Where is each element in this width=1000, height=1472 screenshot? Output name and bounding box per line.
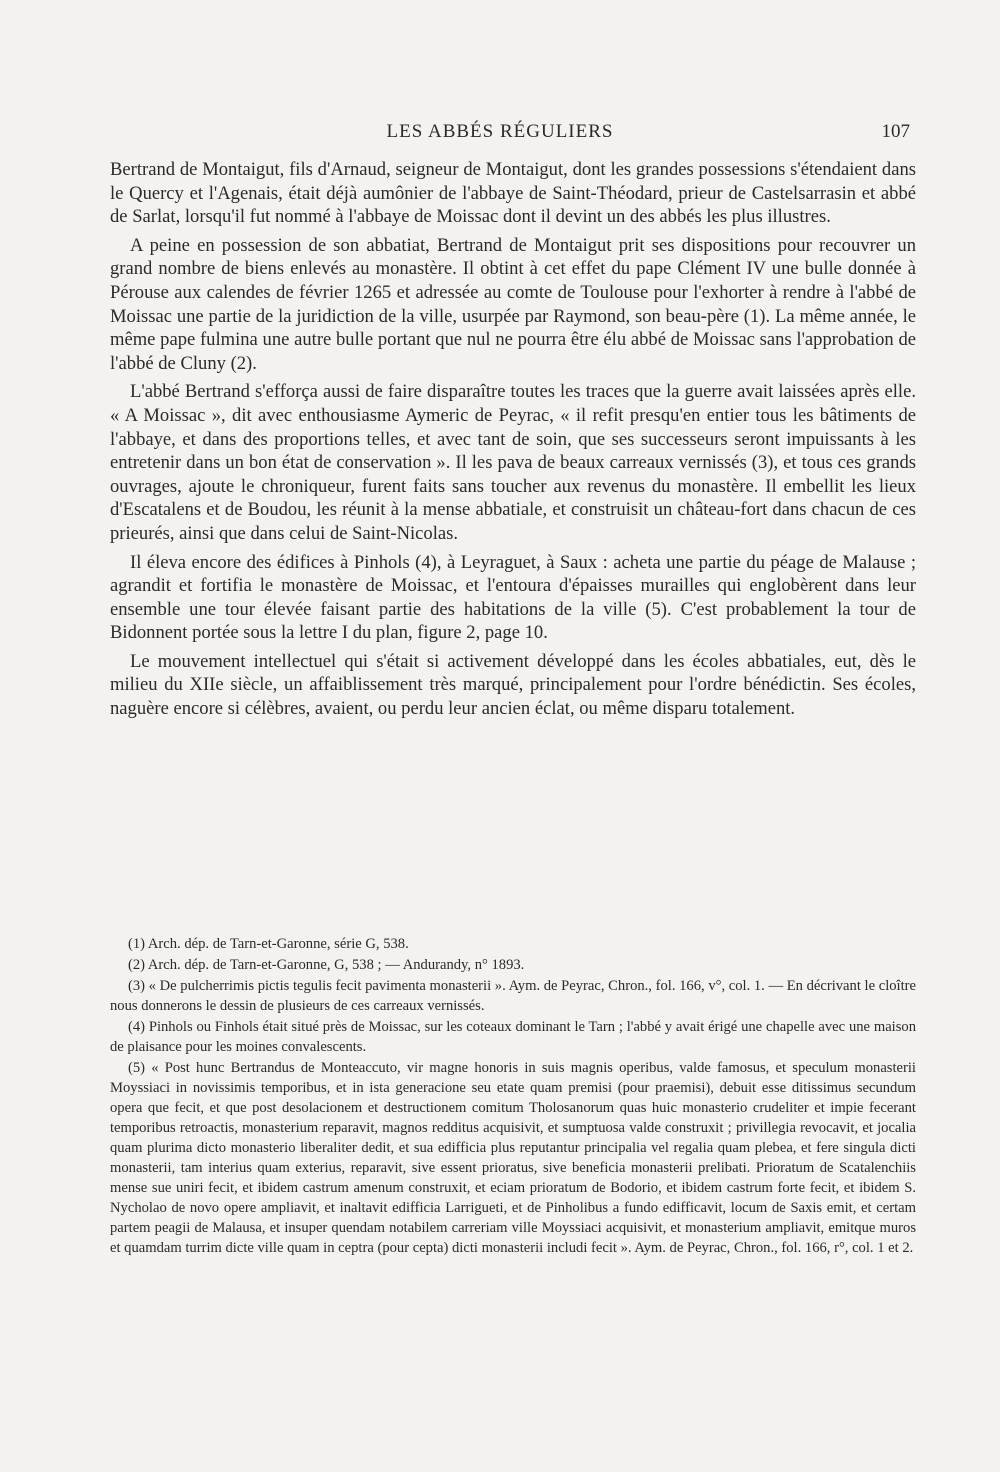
footnote: (2) Arch. dép. de Tarn-et-Garonne, G, 538 ; — Andurandy, n° 1893.	[128, 957, 525, 973]
footnote: (3) « De pulcherrimis pictis tegulis fecit pavimenta monasterii ». Aym. de Peyrac, Chron., fol. 166, v°, col. 1. — En décrivant le cloître nous donnerons le dessin de plusieurs de ces carreaux vernissés.	[110, 978, 916, 1014]
paragraph: A peine en possession de son abbatiat, Bertrand de Montaigut prit ses dispositions pour recouvrer un grand nombre de biens enlevés au monastère. Il obtint à cet effet du pape Clément IV une bulle donnée à Pérouse aux calendes de février 1265 et adressée au comte de Toulouse pour l'exhorter à rendre à l'abbé de Moissac une partie de la juridiction de la ville, usurpée par Raymond, son beau-père (1). La même année, le même pape fulmina une autre bulle portant que nul ne pourra être élu abbé de Moissac sans l'approbation de l'abbé de Cluny (2).	[110, 234, 916, 374]
paragraph: Bertrand de Montaigut, fils d'Arnaud, seigneur de Montaigut, dont les grandes possessions s'étendaient dans le Quercy et l'Agenais, était déjà aumônier de l'abbaye de Saint-Théodard, prieur de Castelsarrasin et abbé de Sarlat, lorsqu'il fut nommé à l'abbaye de Moissac dont il devint un des abbés les plus illustres.	[110, 159, 916, 228]
paragraph: Il éleva encore des édifices à Pinhols (4), à Leyraguet, à Saux : acheta une partie du péage de Malause ; agrandit et fortifia le monastère de Moissac, et l'entoura d'épaisses murailles qui englobèrent dans leur ensemble une tour élevée faisant partie des habitations de la ville (5). C'est probablement la tour de Bidonnent portée sous la lettre I du plan, figure 2, page 10.	[110, 551, 916, 644]
paragraph: L'abbé Bertrand s'efforça aussi de faire disparaître toutes les traces que la guerre avait laissées après elle. « A Moissac », dit avec enthousiasme Aymeric de Peyrac, « il refit presqu'en entier tous les bâtiments de l'abbaye, et dans des proportions telles, et avec tant de soin, que ses successeurs seront impuissants à les entretenir dans un bon état de conservation ». Il les pava de beaux carreaux vernissés (3), et tous ces grands ouvrages, ajoute le chroniqueur, furent faits sans toucher aux revenus du monastère. Il embellit les lieux d'Escatalens et de Boudou, les réunit à la mense abbatiale, et construisit un château-fort dans chacun de ces prieurés, ainsi que dans celui de Saint-Nicolas.	[110, 381, 916, 544]
footnote: (4) Pinhols ou Finhols était situé près de Moissac, sur les coteaux dominant le Tarn ; l'abbé y avait érigé une chapelle avec une maison de plaisance pour les moines convalescents.	[110, 1019, 916, 1055]
running-header: LES ABBÉS RÉGULIERS	[386, 121, 614, 142]
footnotes	[110, 934, 916, 1259]
paragraph: Le mouvement intellectuel qui s'était si activement développé dans les écoles abbatiales, eut, dès le milieu du XIIe siècle, un affaiblissement très marqué, principalement pour l'ordre bénédictin. Ses écoles, naguère encore si célèbres, avaient, ou perdu leur ancien éclat, ou même disparu totalement.	[110, 650, 916, 720]
page-number: 107	[881, 121, 910, 142]
footnote: (1) Arch. dép. de Tarn-et-Garonne, série G, 538.	[128, 936, 409, 952]
footnote: (5) « Post hunc Bertrandus de Monteaccuto, vir magne honoris in suis magnis operibus, valde famosus, et speculum monasterii Moyssiaci in novissimis temporibus, et in ista generacione seu etate quam premisi (pour praemisi), debuit esse ditissimus secundum opera que fecit, et que post desolacionem et destructionem comitum Tholosanorum quas huic monasterio crudeliter et impie fecerant temporibus retroactis, monasterium reparavit, magnos redditus acquisivit, et sumptuosa valde construxit ; privillegia revocavit, et jocalia quam plurima dicto monasterio liberaliter dedit, et sua edifficia plus reputantur principalia vel regalia quam plebea, et fere singula dicti monasterii, tam interius quam exterius, reparavit, sive essent prioratus, sive beneficia monasterii prelibati. Prioratum de Scatalenchiis mense sue uniri fecit, et ibidem castrum amenum construxit, et eciam prioratum de Bodorio, et ibidem castrum forte fecit, et ibidem S. Nycholao de novo opere ampliavit, et inaltavit edifficia Larrigueti, et de Pinholibus a fundo edifficavit, locum de Saxis emit, et certam partem peagii de Malausa, et insuper quendam notabilem carreriam ville Moyssiaci acquisivit, et monasterium ampliavit, emitque muros et quamdam turrim dicte ville quam in ceptra (pour cepta) dicti monasterii includi fecit ». Aym. de Peyrac, Chron., fol. 166, r°, col. 1 et 2.	[110, 1060, 916, 1256]
main-text	[110, 158, 916, 726]
